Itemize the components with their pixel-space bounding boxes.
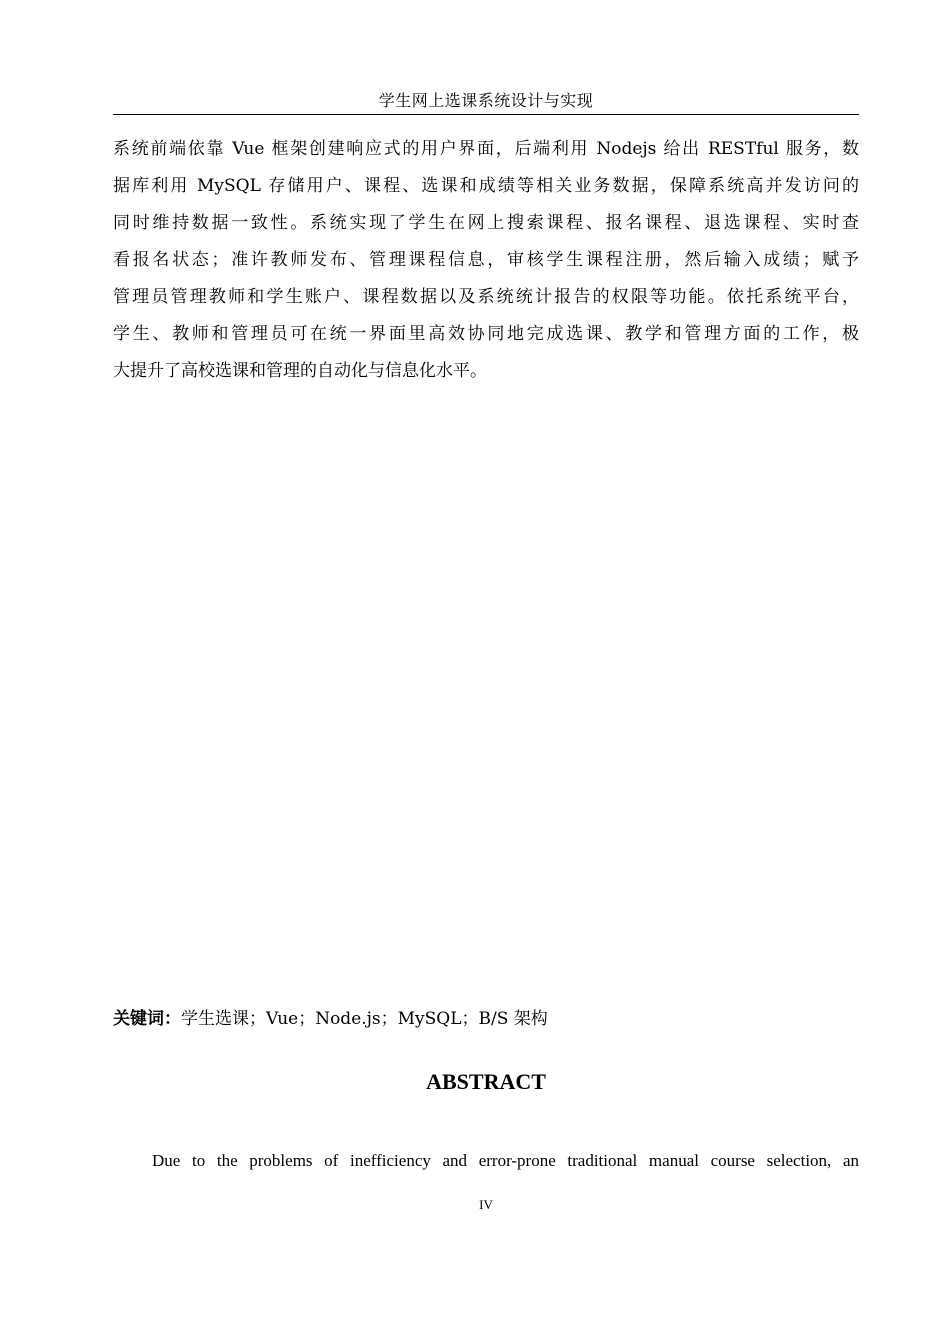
body-line: 大提升了高校选课和管理的自动化与信息化水平。 <box>113 361 487 381</box>
body-line: 看报名状态；准许教师发布、管理课程信息，审核学生课程注册，然后输入成绩；赋予 <box>113 250 859 270</box>
body-line: 管理员管理教师和学生账户、课程数据以及系统统计报告的权限等功能。依托系统平台， <box>113 287 859 307</box>
body-line: 学生、教师和管理员可在统一界面里高效协同地完成选课、教学和管理方面的工作，极 <box>113 324 859 344</box>
abstract-heading: ABSTRACT <box>426 1069 546 1094</box>
body-line: 同时维持数据一致性。系统实现了学生在网上搜索课程、报名课程、退选课程、实时查 <box>113 213 859 233</box>
abstract-first-line: Due to the problems of inefficiency and error-prone traditional manual course selection, an <box>152 1151 859 1170</box>
header-title: 学生网上选课系统设计与实现 <box>378 91 594 110</box>
page-header <box>113 88 859 115</box>
keywords <box>113 1007 859 1031</box>
keywords-label: 关键词： <box>113 1009 181 1029</box>
body-line: 系统前端依靠 Vue 框架创建响应式的用户界面，后端利用 Nodejs 给出 RESTful 服务，数 <box>113 139 859 159</box>
page-number: IV <box>479 1197 493 1212</box>
keywords-value: 学生选课；Vue；Node.js；MySQL；B/S 架构 <box>181 1009 548 1029</box>
body-line: 据库利用 MySQL 存储用户、课程、选课和成绩等相关业务数据，保障系统高并发访问的 <box>113 176 859 196</box>
